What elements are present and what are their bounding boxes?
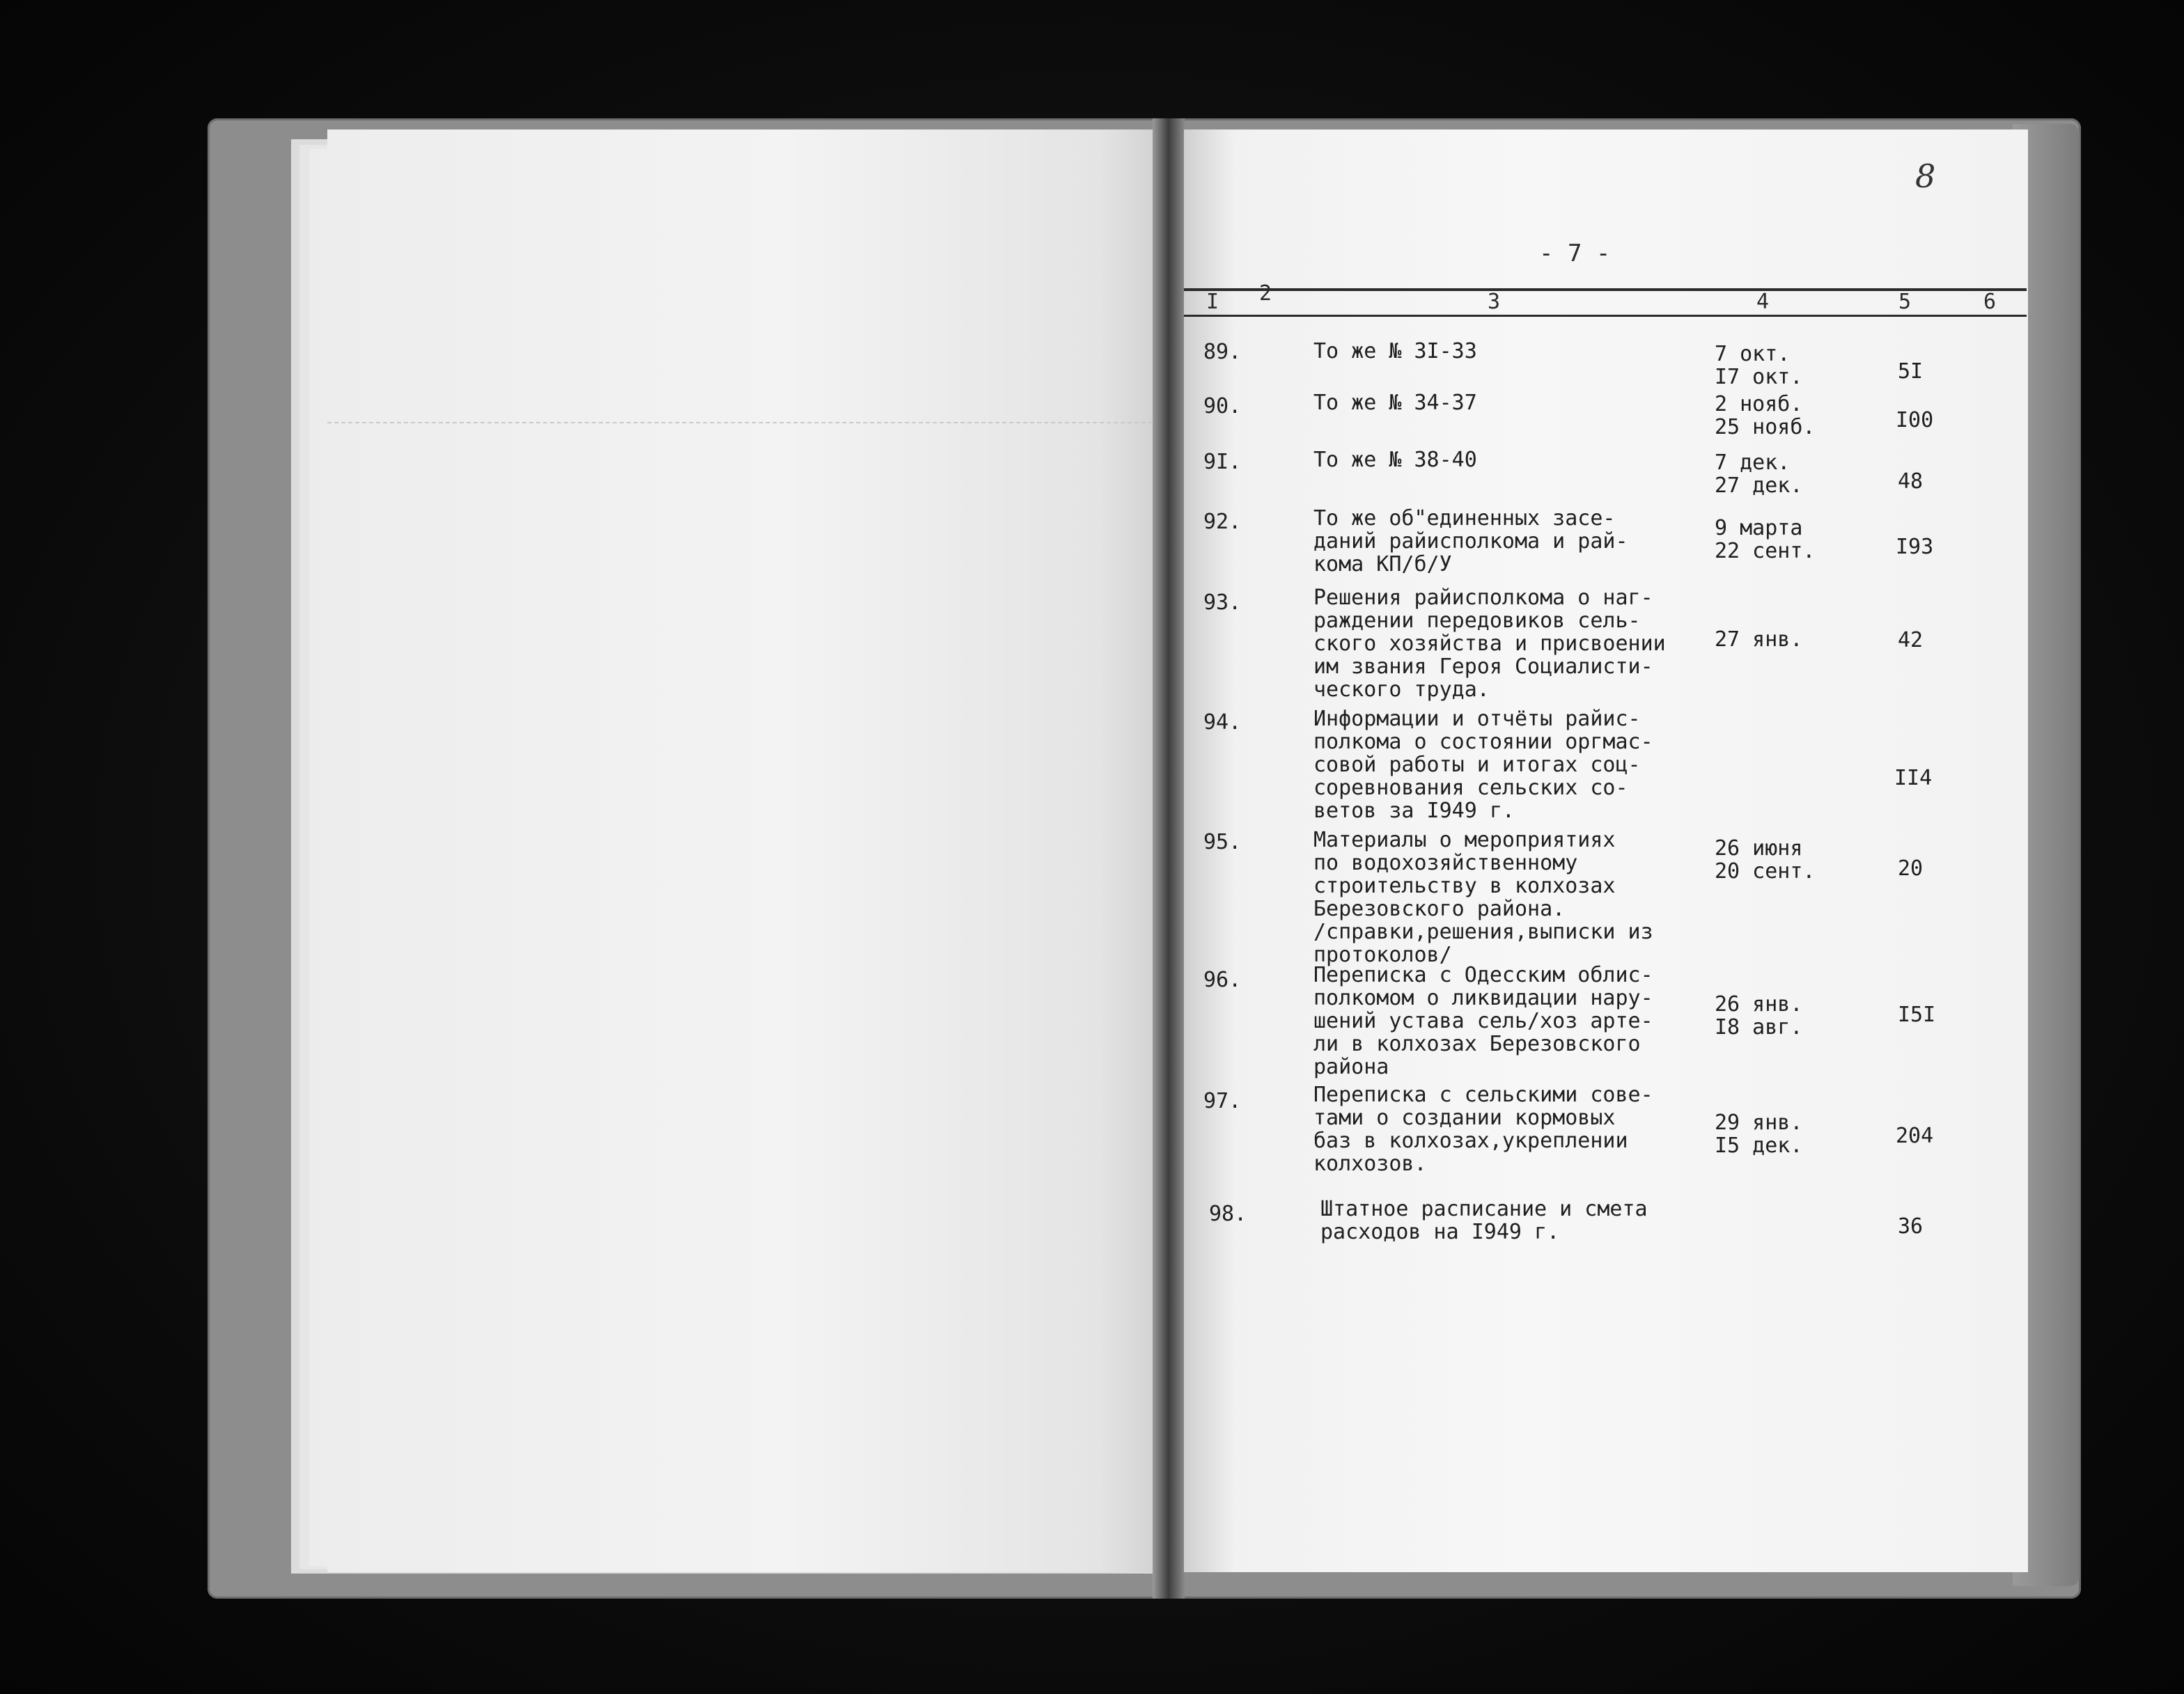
left-page-fold-line [327,422,1167,425]
row-number: 96. [1203,968,1242,992]
folio-number: 8 [1915,157,1936,195]
column-header-2: 2 [1259,281,1272,306]
row-title: Переписка с сельскими сове- тами о создании кормовых баз в колхозах,укреплении колхозов. [1313,1083,1653,1176]
column-header-3: 3 [1488,290,1501,314]
row-title: Переписка с Одесским облис- полкомом о ликвидации нару- шений устава сель/хоз арте- ли в колхозах Березовского района [1313,963,1653,1079]
row-dates: 2 нояб. 25 нояб. [1715,392,1816,439]
row-dates: 9 марта 22 сент. [1715,516,1816,563]
row-dates: 7 окт. I7 окт. [1715,342,1803,389]
column-header-1: I [1206,290,1219,314]
row-title: То же об"единенных засе- даний райисполкома и рай- кома КП/б/У [1313,506,1628,577]
row-number: 9I. [1203,450,1242,474]
row-title: То же № 34-37 [1313,391,1477,415]
book-gutter [1153,118,1185,1599]
right-page [1184,130,2028,1572]
row-number: 89. [1203,340,1242,364]
column-header-5: 5 [1898,290,1912,314]
row-sheets: II4 [1894,766,1933,790]
row-title: Решения райисполкома о наг- раждении передовиков сель- ского хозяйства и присвоении им звания Героя Социалисти- ческого труда. [1313,586,1666,702]
row-title: Материалы о мероприятиях по водохозяйственному строительству в колхозах Березовского района. /справки,решения,выписки из протоколов/ [1313,828,1653,967]
row-number: 95. [1203,830,1242,854]
row-dates: 29 янв. I5 дек. [1715,1111,1803,1158]
row-sheets: 42 [1898,628,1924,652]
row-dates: 26 янв. I8 авг. [1715,992,1803,1040]
row-dates: 7 дек. 27 дек. [1715,450,1803,498]
row-number: 92. [1203,510,1242,534]
page-number: - 7 - [1539,240,1611,267]
row-number: 93. [1203,590,1242,615]
row-sheets: 48 [1898,469,1924,494]
row-dates: 26 июня 20 сент. [1715,836,1816,884]
row-number: 90. [1203,394,1242,418]
row-number: 97. [1203,1089,1242,1113]
row-sheets: I00 [1896,408,1934,432]
row-title: То же № 38-40 [1313,448,1477,472]
row-sheets: 36 [1898,1214,1924,1239]
row-sheets: 5I [1898,359,1924,384]
row-dates: 27 янв. [1715,627,1803,652]
column-header-6: 6 [1983,290,1997,314]
row-sheets: I93 [1896,535,1934,559]
row-number: 94. [1203,710,1242,735]
row-sheets: I5I [1898,1003,1936,1027]
row-sheets: 20 [1898,856,1924,881]
column-header-4: 4 [1756,290,1770,314]
row-title: То же № 3I-33 [1313,339,1477,363]
left-page-blank [327,130,1167,1572]
row-title: Штатное расписание и смета расходов на I949 г. [1320,1197,1648,1244]
row-number: 98. [1209,1202,1247,1226]
header-rule-bottom [1184,315,2027,317]
row-title: Информации и отчёты райис- полкома о состоянии оргмас- совой работы и итогах соц- соревнования сельских со- ветов за I949 г. [1313,707,1653,823]
row-sheets: 204 [1896,1124,1934,1148]
